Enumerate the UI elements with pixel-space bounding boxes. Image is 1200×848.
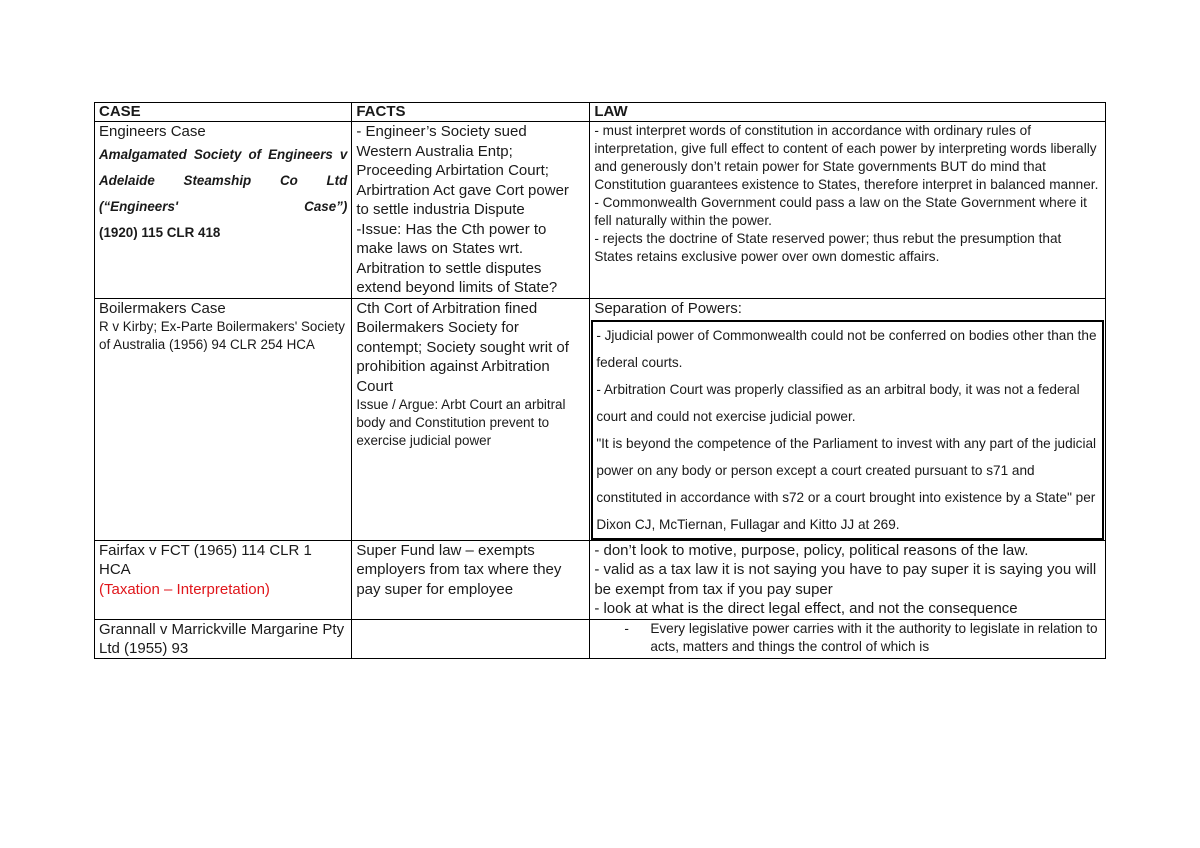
case-tag: (Taxation – Interpretation) <box>99 580 270 598</box>
table-row <box>95 122 1106 299</box>
facts-cell <box>352 619 590 658</box>
law-text: Every legislative power carries with it the authority to legislate in relation to acts, matters and things the control of which is <box>650 620 1098 654</box>
table-row <box>95 619 1106 658</box>
case-report: (1920) 115 CLR 418 <box>99 224 221 240</box>
law-text: - must interpret words of constitution in accordance with ordinary rules of interpretation, give full effect to content of each power by interpreting words liberally and generously don’t retain power for State governments BUT do mind that Constitution guarantees existence to States, therefore interpret in balanced manner. - Commonwealth Government could pass a law on the State Government where it fell naturally within the power. - rejects the doctrine of State reserved power; thus rebut the presumption that States retains exclusive power over own domestic affairs. <box>594 123 1099 264</box>
facts-issue: Issue / Argue: Arbt Court an arbitral body and Constitution prevent to exercise judicial power <box>356 397 566 448</box>
law-list-item <box>594 620 1101 656</box>
facts-cell <box>352 298 590 540</box>
case-title: Fairfax v FCT (1965) 114 CLR 1 HCA <box>99 541 312 578</box>
facts-cell <box>352 540 590 619</box>
law-cell <box>590 619 1106 658</box>
table-row <box>95 540 1106 619</box>
header-law: LAW <box>590 103 1106 122</box>
case-citation: Amalgamated Society of Engineers v Adelaide Steamship Co Ltd (“Engineers' Case”) <box>99 146 348 214</box>
case-citation: R v Kirby; Ex-Parte Boilermakers' Society of Australia (1956) 94 CLR 254 HCA <box>99 319 345 352</box>
facts-text: Cth Cort of Arbitration fined Boilermakers Society for contempt; Society sought writ of prohibition against Arbitration Court <box>356 299 569 395</box>
case-title: Engineers Case <box>99 123 206 140</box>
cases-table <box>94 102 1106 659</box>
facts-cell <box>352 122 590 299</box>
header-facts: FACTS <box>352 103 590 122</box>
law-heading: Separation of Powers: <box>594 299 742 317</box>
law-text: - don’t look to motive, purpose, policy, political reasons of the law. - valid as a tax law it is not saying you have to pay super it is saying you will be exempt from tax if you pay super - look at what is the direct legal effect, and not the consequence <box>594 541 1097 617</box>
law-cell <box>590 540 1106 619</box>
table-row <box>95 298 1106 540</box>
header-row <box>95 103 1106 122</box>
law-cell <box>590 298 1106 540</box>
case-title: Boilermakers Case <box>99 299 226 317</box>
law-cell <box>590 122 1106 299</box>
facts-text: - Engineer’s Society sued Western Australia Entp; Proceeding Arbirtation Court; Arbirtration Act gave Cort power to settle industria Dispute -Issue: Has the Cth power to make laws on States wrt. Arbitration to settle disputes extend beyond limits of State? <box>356 123 569 296</box>
header-case: CASE <box>95 103 352 122</box>
case-cell <box>95 619 352 658</box>
case-cell <box>95 122 352 299</box>
facts-text: Super Fund law – exempts employers from tax where they pay super for employee <box>356 541 562 598</box>
case-cell <box>95 298 352 540</box>
law-quote-box: - Jjudicial power of Commonwealth could not be conferred on bodies other than the federal courts. - Arbitration Court was properly classified as an arbitral body, it was not a federal court and could not exercise judicial power. "It is beyond the competence of the Parliament to invest with any part of the judicial power on any body or person except a court created pursuant to s71 and constituted in accordance with s72 or a court brought into existence by a State" per Dixon CJ, McTiernan, Fullagar and Kitto JJ at 269. <box>591 320 1104 540</box>
case-cell <box>95 540 352 619</box>
case-title: Grannall v Marrickville Margarine Pty Ltd (1955) 93 <box>99 620 345 657</box>
dash-marker: - <box>624 620 629 636</box>
